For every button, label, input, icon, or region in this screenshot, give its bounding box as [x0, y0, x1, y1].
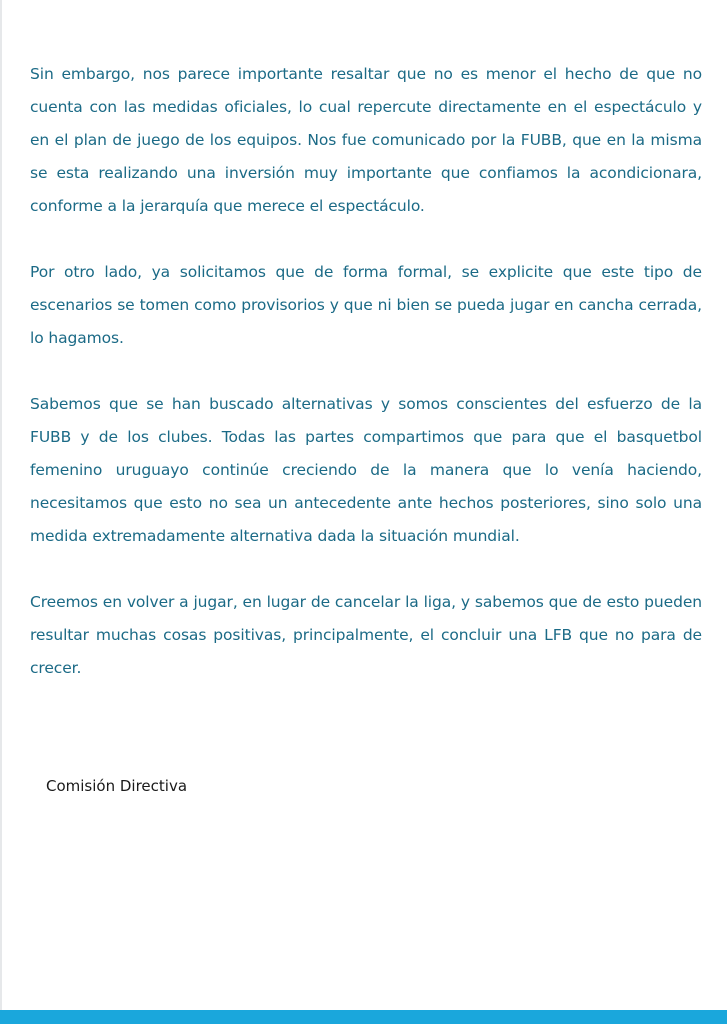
document-body — [30, 58, 702, 685]
paragraph-closing: Creemos en volver a jugar, en lugar de cancelar la liga, y sabemos que de esto pueden resultar muchas cosas positivas, principalmente, el concluir una LFB que no para de crecer. — [30, 593, 702, 677]
paragraph-field-measurements: Sin embargo, nos parece importante resaltar que no es menor el hecho de que no cuenta con las medidas oficiales, lo cual repercute directamente en el espectáculo y en el plan de juego de los equipos. Nos fue comunicado por la FUBB, que en la misma se esta realizando una inversión muy importante que confiamos la acondicionara, conforme a la jerarquía que merece el espectáculo. — [30, 65, 702, 215]
paragraph-alternatives: Sabemos que se han buscado alternativas y somos conscientes del esfuerzo de la FUBB y de los clubes. Todas las partes compartimos que para que el basquetbol femenino uruguayo continúe creciendo de la manera que lo venía haciendo, necesitamos que esto no sea un antecedente ante hechos posteriores, sino solo una medida extremadamente alternativa dada la situación mundial. — [30, 395, 702, 545]
page-left-edge — [0, 0, 2, 1010]
paragraph-provisional-venues: Por otro lado, ya solicitamos que de forma formal, se explicite que este tipo de escenarios se tomen como provisorios y que ni bien se pueda jugar en cancha cerrada, lo hagamos. — [30, 263, 702, 347]
signature: Comisión Directiva — [46, 777, 188, 795]
footer-accent-bar — [0, 1010, 727, 1024]
